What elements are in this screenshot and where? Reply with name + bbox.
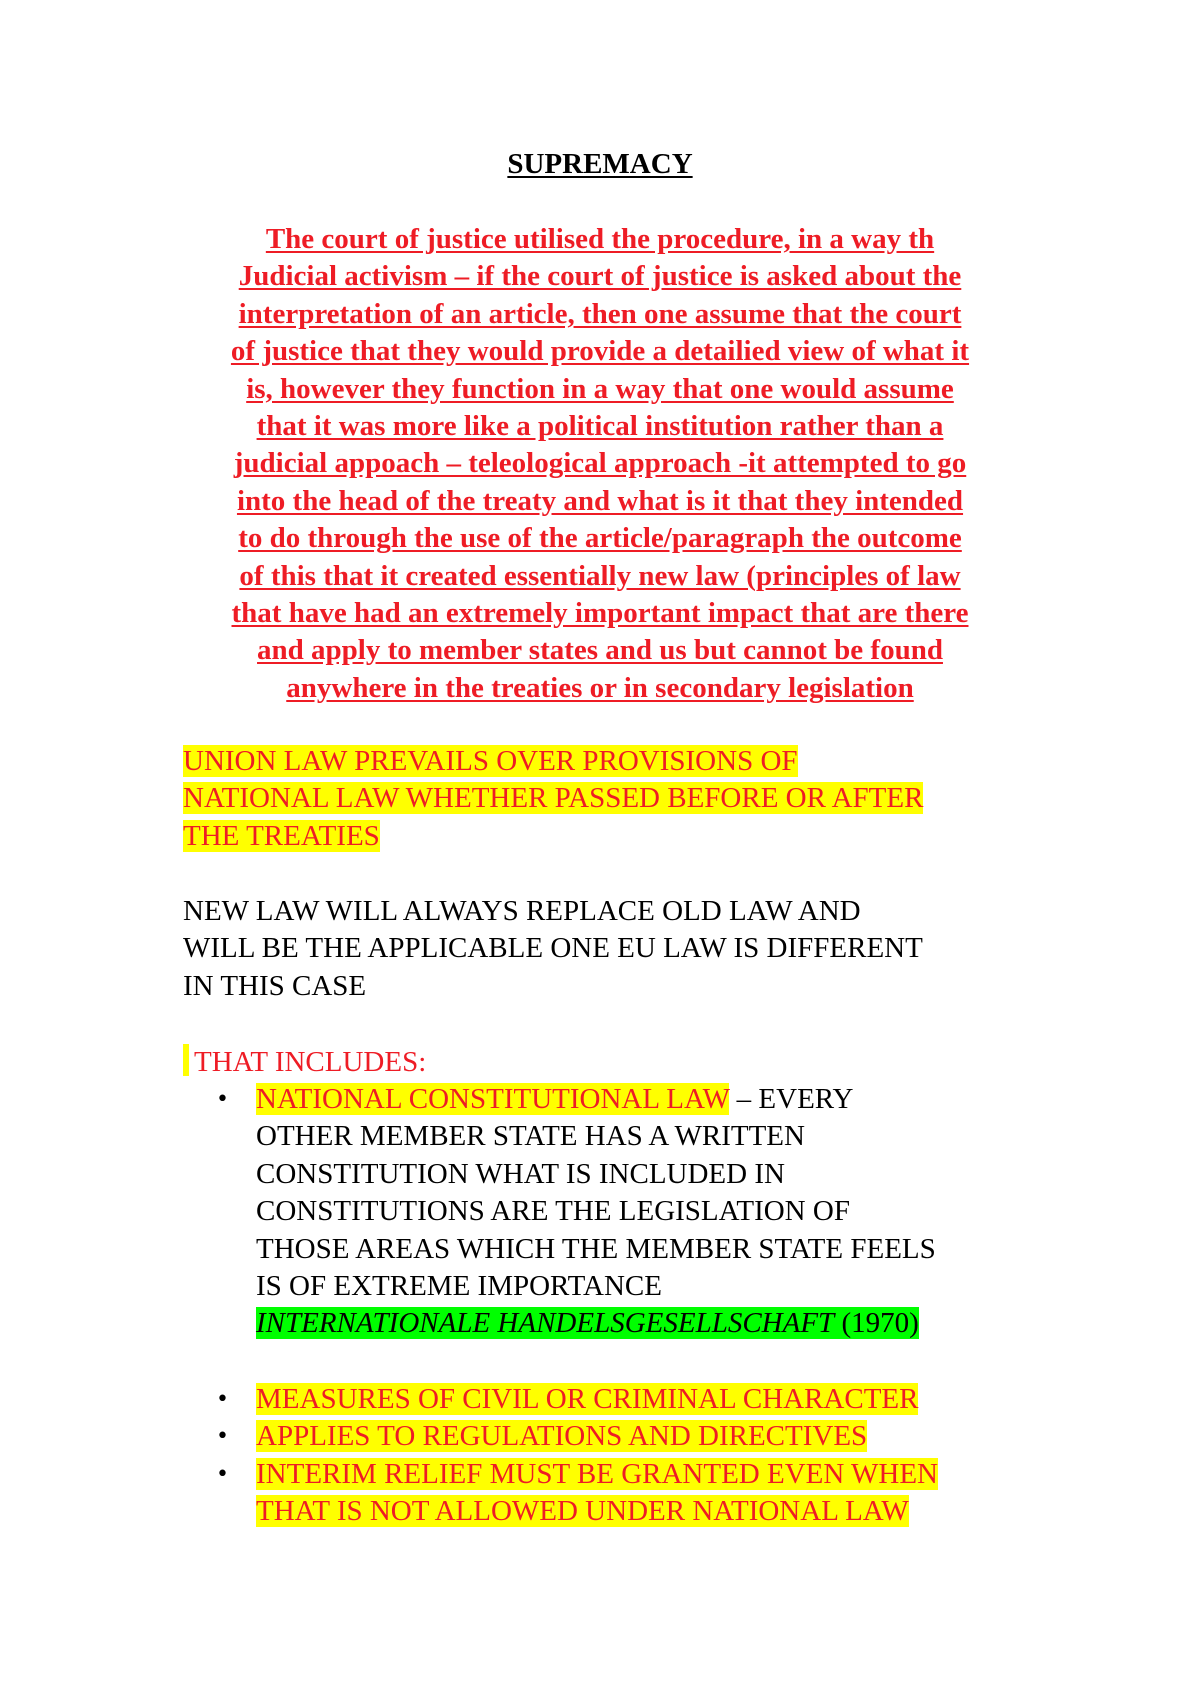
bullet-highlight-text: NATIONAL CONSTITUTIONAL LAW xyxy=(256,1083,730,1115)
includes-heading-text: THAT INCLUDES: xyxy=(194,1046,427,1078)
bullet-text: CONSTITUTIONS ARE THE LEGISLATION OF xyxy=(256,1195,850,1228)
list-item xyxy=(183,1456,1053,1531)
union-law-line: UNION LAW PREVAILS OVER PROVISIONS OF xyxy=(183,745,798,777)
intro-line: The court of justice utilised the procedure, in a way th xyxy=(265,223,935,255)
bullet-highlight-text: THAT IS NOT ALLOWED UNDER NATIONAL LAW xyxy=(256,1495,909,1528)
bullet-highlight-text: APPLIES TO REGULATIONS AND DIRECTIVES xyxy=(256,1420,868,1453)
bullet-text: THOSE AREAS WHICH THE MEMBER STATE FEELS xyxy=(256,1232,936,1265)
intro-line: interpretation of an article, then one assume that the court xyxy=(238,297,962,330)
includes-heading xyxy=(183,1044,1043,1081)
bullet-icon: • xyxy=(216,1461,229,1487)
list-item xyxy=(183,1081,1053,1343)
union-law-paragraph xyxy=(183,743,1043,855)
new-law-line: IN THIS CASE xyxy=(183,969,367,1002)
intro-paragraph xyxy=(180,221,1020,707)
bullet-text: – EVERY xyxy=(729,1083,854,1115)
bullet-text: OTHER MEMBER STATE HAS A WRITTEN xyxy=(256,1120,805,1153)
intro-line: judicial appoach – teleological approach -it attempted to go xyxy=(233,447,967,480)
bullet-highlight-text: INTERIM RELIEF MUST BE GRANTED EVEN WHEN xyxy=(256,1457,938,1490)
union-law-line: THE TREATIES xyxy=(183,819,380,852)
intro-line: into the head of the treaty and what is it that they intended xyxy=(236,484,964,517)
bullet-text: CONSTITUTION WHAT IS INCLUDED IN xyxy=(256,1157,785,1190)
highlight-marker xyxy=(183,1044,189,1076)
title-text: SUPREMACY xyxy=(507,148,693,180)
bullet-highlight-text: MEASURES OF CIVIL OR CRIMINAL CHARACTER xyxy=(256,1382,919,1415)
bullet-icon: • xyxy=(216,1386,229,1412)
page-title xyxy=(0,146,1200,182)
new-law-line: NEW LAW WILL ALWAYS REPLACE OLD LAW AND xyxy=(183,895,861,927)
intro-line: Judicial activism – if the court of justice is asked about the xyxy=(238,260,962,293)
bullet-icon: • xyxy=(216,1087,229,1112)
union-law-line: NATIONAL LAW WHETHER PASSED BEFORE OR AFTER xyxy=(183,782,924,815)
intro-line: that have had an extremely important impact that are there xyxy=(231,597,969,630)
list-item xyxy=(183,1418,1053,1455)
intro-line: of this that it created essentially new law (principles of law xyxy=(239,559,961,592)
bullet-icon: • xyxy=(216,1424,229,1450)
intro-line: is, however they function in a way that one would assume xyxy=(246,372,954,405)
new-law-line: WILL BE THE APPLICABLE ONE EU LAW IS DIFFERENT xyxy=(183,932,923,965)
intro-line: anywhere in the treaties or in secondary legislation xyxy=(286,671,914,704)
bullet-text: IS OF EXTREME IMPORTANCE xyxy=(256,1270,662,1303)
list-spacer xyxy=(183,1343,1053,1381)
intro-line: that it was more like a political institution rather than a xyxy=(256,410,944,443)
case-citation xyxy=(256,1307,919,1339)
includes-list xyxy=(183,1081,1053,1530)
intro-line: of justice that they would provide a detailied view of what it xyxy=(230,335,970,368)
case-name: INTERNATIONALE HANDELSGESELLSCHAFT xyxy=(256,1307,835,1340)
list-item xyxy=(183,1381,1053,1418)
intro-line: to do through the use of the article/paragraph the outcome xyxy=(238,522,962,555)
intro-line: and apply to member states and us but cannot be found xyxy=(257,634,943,667)
new-law-paragraph xyxy=(183,893,1043,1005)
case-year: (1970) xyxy=(834,1307,919,1340)
